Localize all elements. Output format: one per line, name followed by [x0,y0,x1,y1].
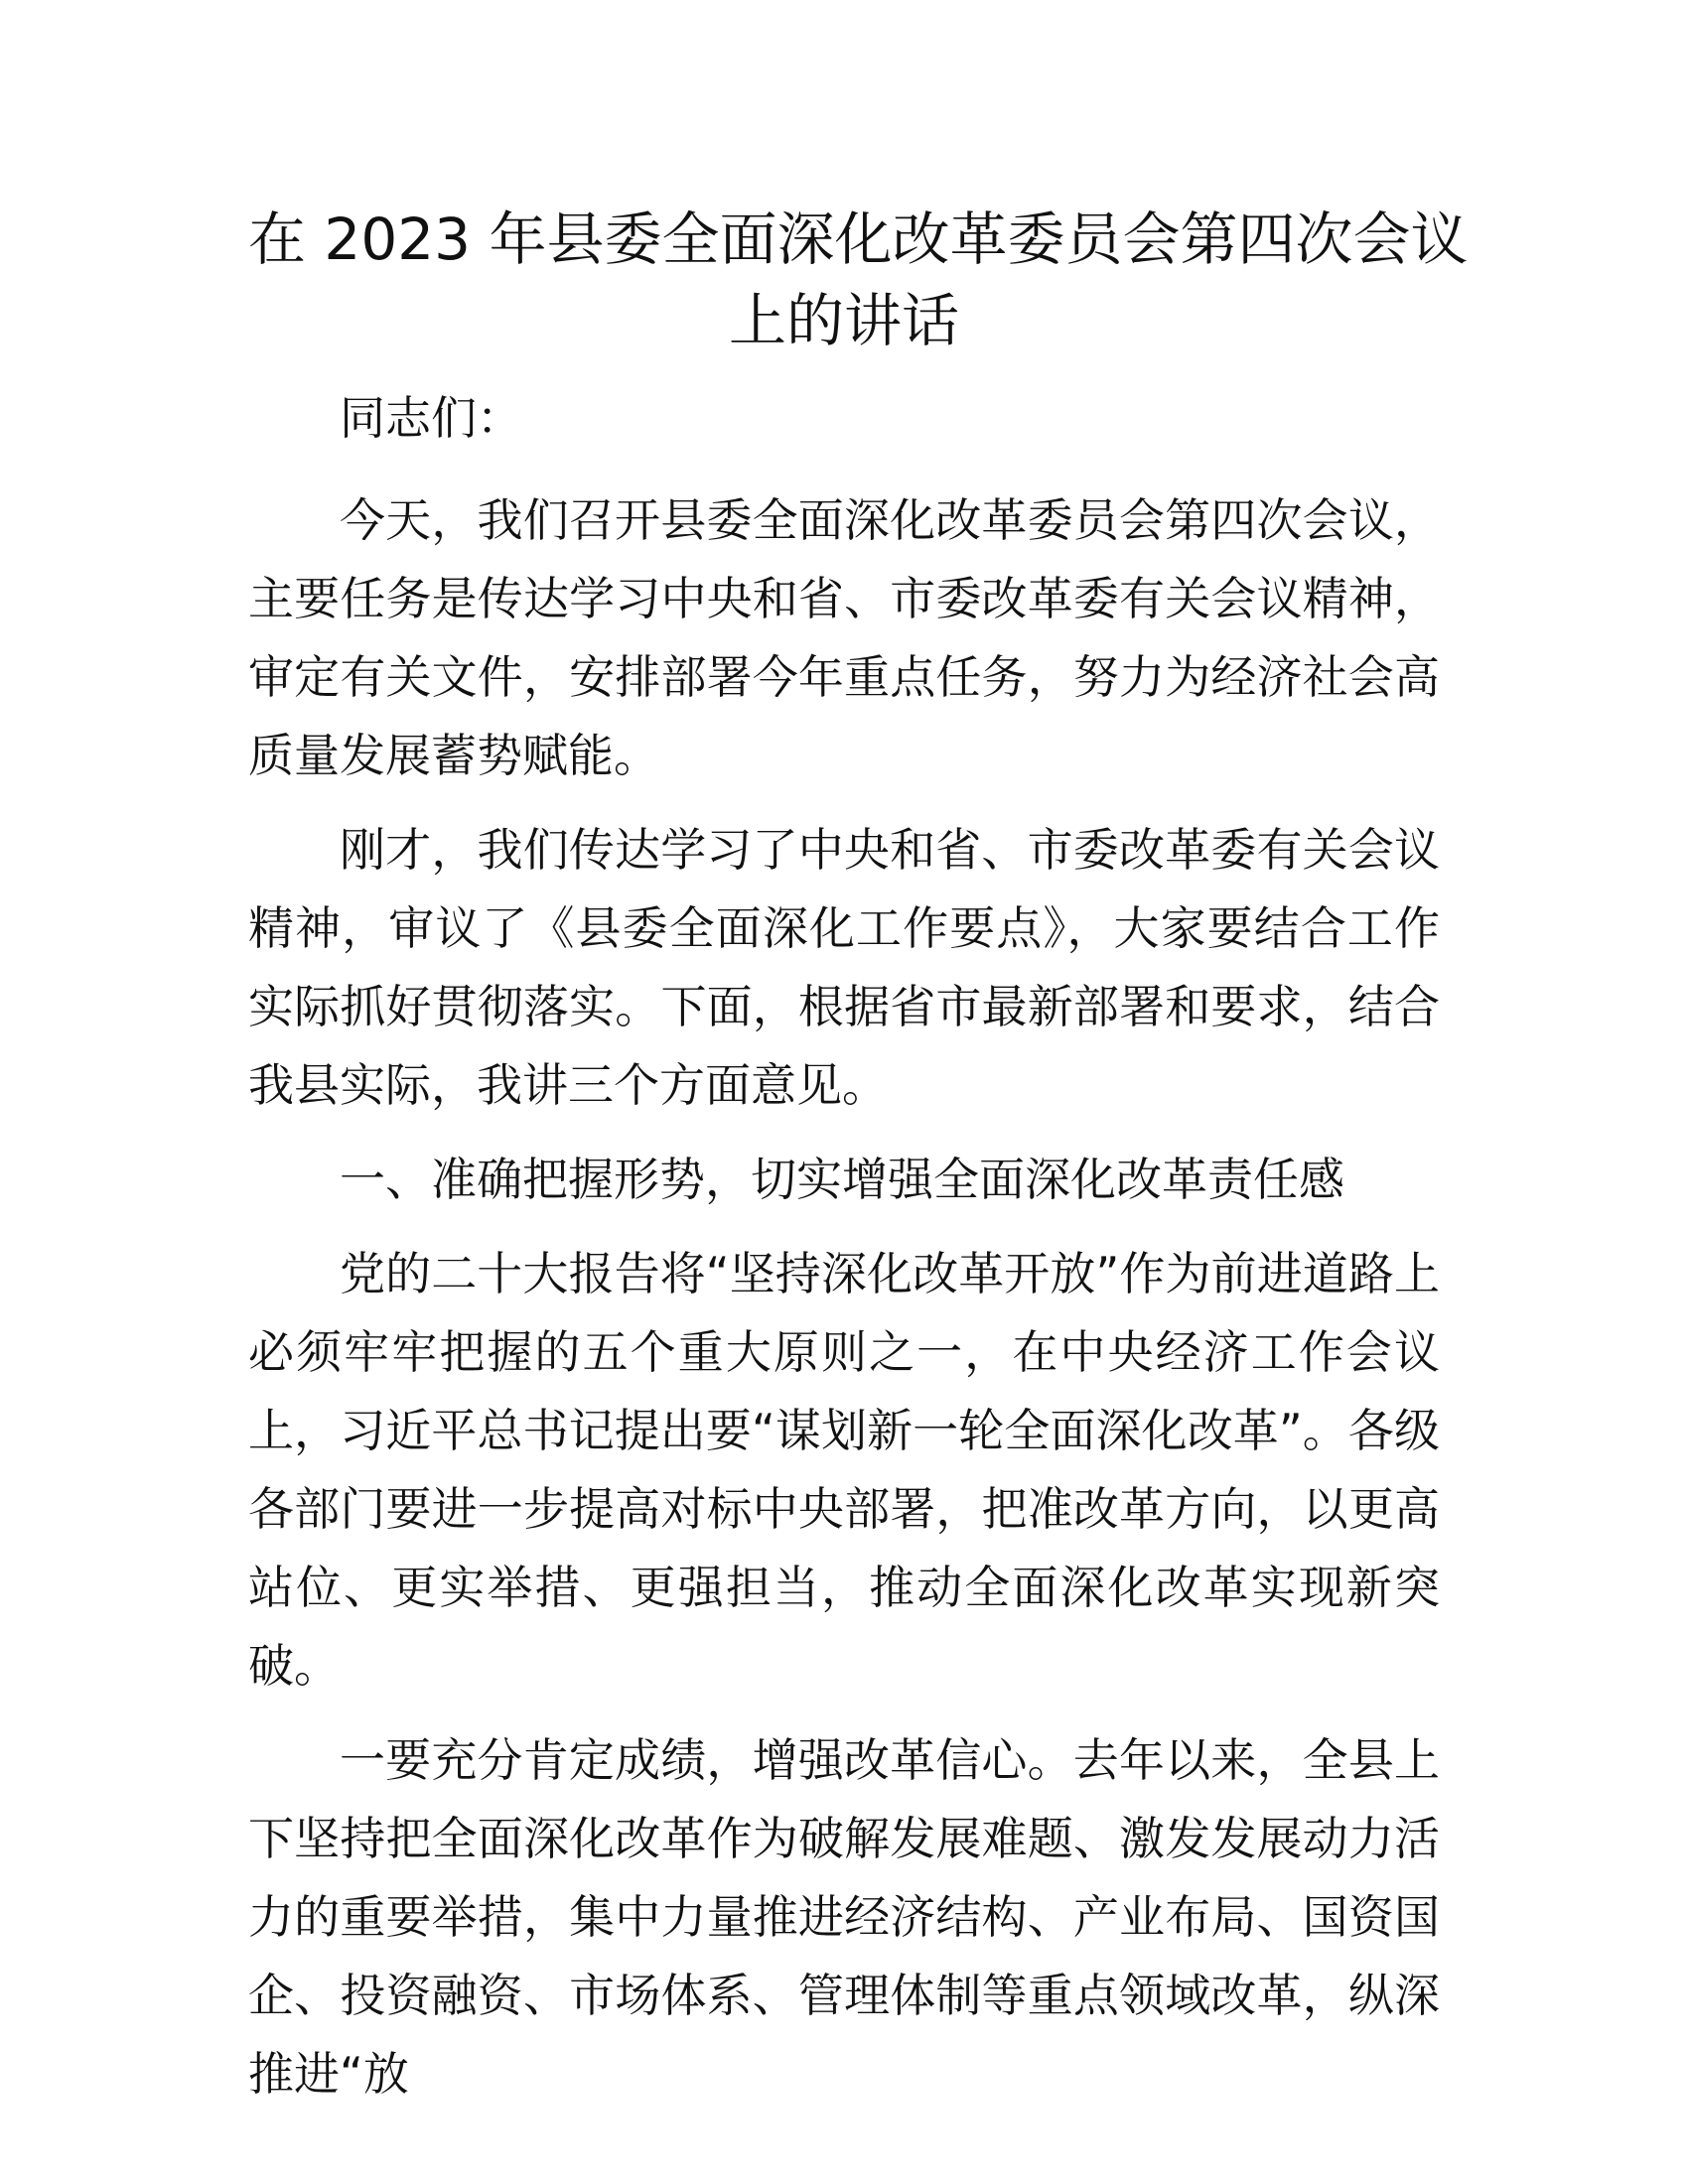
greeting: 同志们： [340,391,522,445]
paragraph-achievements: 一要充分肯定成绩，增强改革信心。去年以来，全县上下坚持把全面深化改革作为破解发展难题、激发发展动力活力的重要举措，集中力量推进经济结构、产业布局、国资国企、投资融资、市场体系、管理体制等重点领域改革，纵深推进“放 [248,1733,1440,2101]
paragraph-reform-principle: 党的二十大报告将“坚持深化改革开放”作为前进道路上必须牢牢把握的五个重大原则之一，在中央经济工作会议上，习近平总书记提出要“谋划新一轮全面深化改革”。各级各部门要进一步提高对标中央部署，把准改革方向，以更高站位、更实举措、更强担当，推动全面深化改革实现新突破。 [248,1247,1440,1693]
section-heading-1: 一、准确把握形势，切实增强全面深化改革责任感 [340,1153,1344,1206]
title-line-1: 在 2023 年县委全面深化改革委员会第四次会议 [248,205,1469,273]
title-line-2: 上的讲话 [728,287,959,354]
paragraph-agenda: 刚才，我们传达学习了中央和省、市委改革委有关会议精神，审议了《县委全面深化工作要点》，大家要结合工作实际抓好贯彻落实。下面，根据省市最新部署和要求，结合我县实际，我讲三个方面意见。 [248,823,1440,1112]
document-title [248,199,1469,361]
paragraph-opening: 今天，我们召开县委全面深化改革委员会第四次会议，主要任务是传达学习中央和省、市委改革委有关会议精神，审定有关文件，安排部署今年重点任务，努力为经济社会高质量发展蓄势赋能。 [248,493,1440,782]
document-body [248,199,1469,2114]
